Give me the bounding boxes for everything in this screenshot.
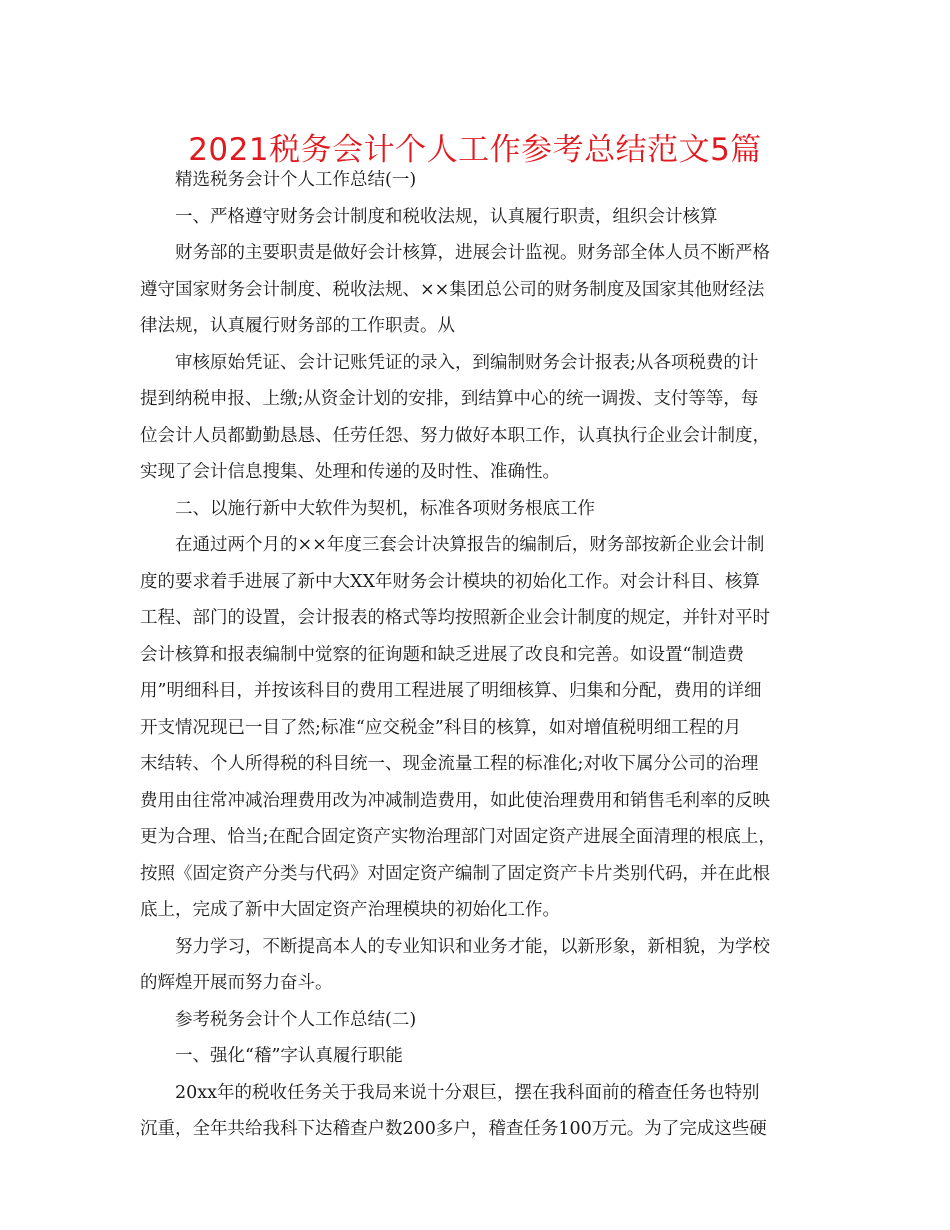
text-line: 度的要求着手进展了新中大XX年财务会计模块的初始化工作。对会计科目、核算 <box>140 571 760 592</box>
paragraph <box>140 345 820 491</box>
text-line: 更为合理、恰当;在配合固定资产实物治理部门对固定资产进展全面清理的根底上， <box>140 827 776 847</box>
paragraph <box>140 1002 820 1039</box>
text-line: 位会计人员都勤勤恳恳、任劳任怨、努力做好本职工作，认真执行企业会计制度， <box>140 425 770 446</box>
paragraph <box>140 491 820 528</box>
text-line: 会计核算和报表编制中觉察的征询题和缺乏进展了改良和完善。如设置“制造费 <box>140 644 744 665</box>
text-line: 二、以施行新中大软件为契机，标准各项财务根底工作 <box>175 498 595 519</box>
text-line: 审核原始凭证、会计记账凭证的录入，到编制财务会计报表;从各项税费的计 <box>175 352 759 373</box>
text-line: 财务部的主要职责是做好会计核算，进展会计监视。财务部全体人员不断严格 <box>175 243 770 263</box>
text-line: 用”明细科目，并按该科目的费用工程进展了明细核算、归集和分配，费用的详细 <box>140 681 762 701</box>
document-body <box>140 162 820 1148</box>
text-line: 费用由往常冲减治理费用改为冲减制造费用，如此使治理费用和销售毛利率的反映 <box>140 790 770 811</box>
text-line: 在通过两个月的××年度三套会计决算报告的编制后，财务部按新企业会计制 <box>175 535 765 555</box>
paragraph <box>140 1038 820 1075</box>
paragraph <box>140 235 820 345</box>
paragraph <box>140 162 820 199</box>
paragraph <box>140 929 820 1002</box>
text-line: 沉重，全年共给我科下达稽查户数200多户，稽查任务100万元。为了完成这些硬 <box>140 1119 767 1139</box>
text-line: 开支情况现已一目了然;标准“应交税金”科目的核算，如对增值税明细工程的月 <box>140 717 742 738</box>
text-line: 20xx年的税收任务关于我局来说十分艰巨，摆在我科面前的稽查任务也特别 <box>175 1082 760 1103</box>
text-line: 的辉煌开展而努力奋斗。 <box>140 973 333 993</box>
paragraph <box>140 199 820 236</box>
text-line: 一、强化“稽”字认真履行职能 <box>175 1046 403 1066</box>
text-line: 提到纳税申报、上缴;从资金计划的安排，到结算中心的统一调拨、支付等等，每 <box>140 389 759 409</box>
text-line: 底上，完成了新中大固定资产治理模块的初始化工作。 <box>140 900 560 920</box>
text-line: 末结转、个人所得税的科目统一、现金流量工程的标准化;对收下属分公司的治理 <box>140 754 759 774</box>
text-line: 工程、部门的设置，会计报表的格式等均按照新企业会计制度的规定，并针对平时 <box>140 608 770 628</box>
text-line: 按照《固定资产分类与代码》对固定资产编制了固定资产卡片类别代码，并在此根 <box>140 863 770 884</box>
document-title: 2021税务会计个人工作参考总结范文5篇 <box>188 132 762 168</box>
text-line: 精选税务会计个人工作总结(一) <box>175 170 417 190</box>
text-line: 律法规，认真履行财务部的工作职责。从 <box>140 316 455 336</box>
text-line: 一、严格遵守财务会计制度和税收法规，认真履行职责，组织会计核算 <box>175 206 718 227</box>
paragraph <box>140 527 820 929</box>
text-line: 实现了会计信息搜集、处理和传递的及时性、准确性。 <box>140 462 560 482</box>
text-line: 努力学习，不断提高本人的专业知识和业务才能，以新形象，新相貌，为学校 <box>175 936 770 957</box>
text-line: 遵守国家财务会计制度、税收法规、××集团总公司的财务制度及国家其他财经法 <box>140 279 765 300</box>
paragraph <box>140 1075 820 1148</box>
text-line: 参考税务会计个人工作总结(二) <box>175 1009 417 1030</box>
